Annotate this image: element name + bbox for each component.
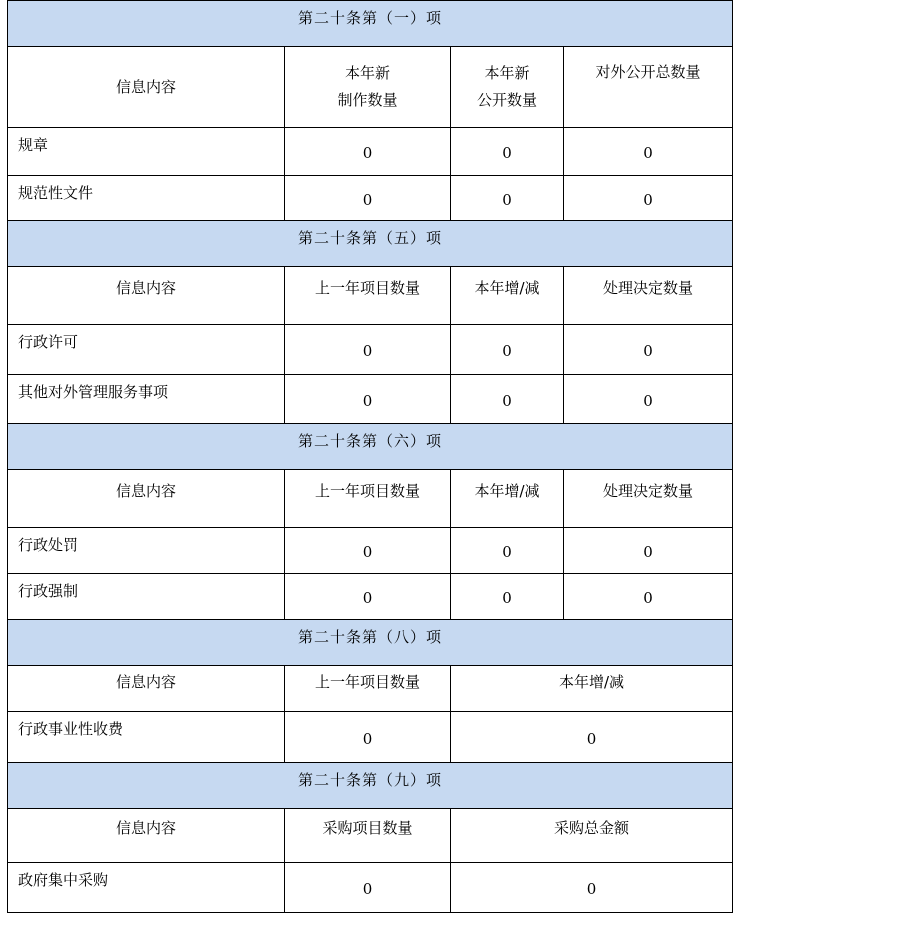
row-label: 行政处罚 [8,528,285,574]
cell-value: 0 [564,325,733,375]
cell-value: 0 [564,176,733,221]
cell-value: 0 [564,128,733,176]
cell-value: 0 [451,574,564,620]
section-title: 第二十条第（九）项 [8,763,733,809]
section-title: 第二十条第（五）项 [8,221,733,267]
cell-value: 0 [451,375,564,424]
section-title: 第二十条第（八）项 [8,620,733,666]
section-table-6 [7,423,733,620]
header-prev-year-count: 上一年项目数量 [285,470,451,528]
cell-value: 0 [564,574,733,620]
header-change: 本年增/减 [451,666,733,712]
row-label: 其他对外管理服务事项 [8,375,285,424]
header-info-content: 信息内容 [8,47,285,128]
section-table-9 [7,762,733,913]
header-line: 本年新 制作数量 [337,64,398,109]
cell-value: 0 [451,128,564,176]
header-procurement-amount: 采购总金额 [451,809,733,863]
cell-value: 0 [451,176,564,221]
section-table-5 [7,220,733,424]
header-change: 本年增/减 [451,267,564,325]
cell-value: 0 [564,375,733,424]
cell-value: 0 [451,325,564,375]
section-table-1 [7,0,733,221]
header-decision-count: 处理决定数量 [564,267,733,325]
cell-value: 0 [451,863,733,913]
section-table-8 [7,619,733,763]
row-label: 规章 [8,128,285,176]
disclosure-tables [7,0,732,913]
cell-value: 0 [285,128,451,176]
cell-value: 0 [285,528,451,574]
cell-value: 0 [285,574,451,620]
header-prev-year-count: 上一年项目数量 [285,267,451,325]
header-info-content: 信息内容 [8,666,285,712]
header-info-content: 信息内容 [8,267,285,325]
cell-value: 0 [285,712,451,763]
row-label: 行政强制 [8,574,285,620]
section-title: 第二十条第（一）项 [8,1,733,47]
cell-value: 0 [564,528,733,574]
cell-value: 0 [285,325,451,375]
header-change: 本年增/减 [451,470,564,528]
row-label: 行政事业性收费 [8,712,285,763]
header-prev-year-count: 上一年项目数量 [285,666,451,712]
header-procurement-count: 采购项目数量 [285,809,451,863]
header-line: 本年新 公开数量 [476,64,537,109]
header-info-content: 信息内容 [8,809,285,863]
cell-value: 0 [285,176,451,221]
cell-value: 0 [451,528,564,574]
header-decision-count: 处理决定数量 [564,470,733,528]
cell-value: 0 [285,375,451,424]
header-total-public-count: 对外公开总数量 [564,47,733,128]
row-label: 规范性文件 [8,176,285,221]
header-info-content: 信息内容 [8,470,285,528]
row-label: 行政许可 [8,325,285,375]
cell-value: 0 [451,712,733,763]
header-new-public-count [451,47,564,128]
cell-value: 0 [285,863,451,913]
row-label: 政府集中采购 [8,863,285,913]
header-new-made-count [285,47,451,128]
section-title: 第二十条第（六）项 [8,424,733,470]
